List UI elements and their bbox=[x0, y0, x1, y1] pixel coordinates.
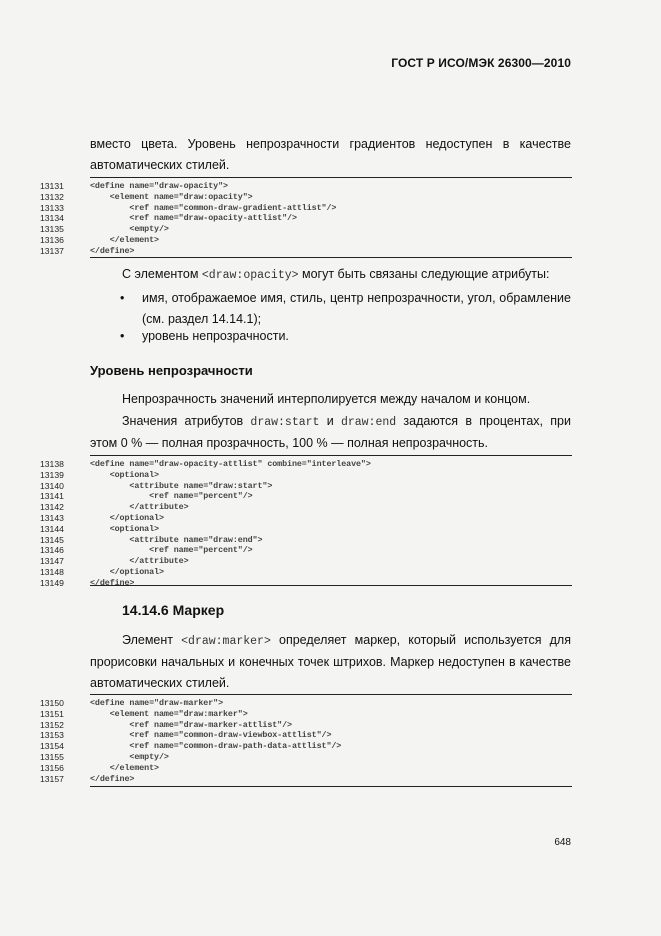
line-number: 13142 bbox=[40, 502, 64, 513]
element-name-marker: <draw:marker> bbox=[181, 635, 271, 648]
line-number: 13143 bbox=[40, 513, 64, 523]
code-line bbox=[40, 181, 228, 192]
code-text: <ref name="common-draw-path-data-attlist"/> bbox=[90, 741, 342, 752]
line-number: 13156 bbox=[40, 762, 64, 773]
line-number: 13132 bbox=[40, 191, 64, 202]
paragraph-1 bbox=[90, 134, 571, 176]
line-number: 13145 bbox=[40, 534, 64, 545]
paragraph-2 bbox=[90, 264, 571, 286]
code-line bbox=[40, 480, 273, 492]
code-text: </attribute> bbox=[90, 556, 189, 567]
code-line bbox=[40, 762, 159, 774]
paragraph-3: Непрозрачность значений интерполируется между началом и концом. bbox=[122, 392, 531, 406]
line-number: 13150 bbox=[40, 698, 64, 708]
paragraph-5-line-1 bbox=[90, 630, 571, 652]
code-block-3 bbox=[40, 694, 572, 788]
code-block-rule-top bbox=[90, 694, 572, 695]
line-number: 13154 bbox=[40, 741, 64, 752]
code-text: <ref name="common-draw-viewbox-attlist"/> bbox=[90, 730, 332, 741]
code-line bbox=[40, 502, 189, 513]
code-text: </define> bbox=[90, 773, 135, 784]
code-line bbox=[40, 469, 159, 481]
code-line bbox=[40, 235, 159, 246]
code-text: <define name="draw-marker"> bbox=[90, 698, 223, 708]
code-line bbox=[40, 545, 253, 556]
code-text: <optional> bbox=[90, 523, 159, 534]
line-number: 13134 bbox=[40, 213, 64, 224]
paragraph-4 bbox=[90, 411, 571, 454]
section-heading-marker: 14.14.6 Маркер bbox=[122, 602, 225, 618]
bullet-marker: • bbox=[120, 291, 125, 305]
code-line bbox=[40, 567, 164, 578]
code-line bbox=[40, 459, 371, 470]
bullet-marker: • bbox=[120, 329, 125, 343]
code-line bbox=[40, 741, 342, 752]
code-text: <attribute name="draw:start"> bbox=[90, 480, 273, 491]
line-number: 13144 bbox=[40, 523, 64, 534]
code-text: </define> bbox=[90, 245, 135, 256]
bullet-1-line-1: имя, отображаемое имя, стиль, центр непрозрачности, угол, обрамление bbox=[142, 291, 571, 305]
code-text: </element> bbox=[90, 235, 159, 245]
code-line bbox=[40, 213, 297, 224]
code-line bbox=[40, 523, 159, 535]
code-line bbox=[40, 245, 135, 257]
paragraph-4-post: задаются в процентах, при bbox=[396, 414, 571, 428]
element-name-opacity: <draw:opacity> bbox=[201, 269, 299, 282]
code-block-rule-bottom bbox=[90, 585, 572, 586]
paragraph-4-line-2: этом 0 % — полная прозрачность, 100 % — полная непрозрачность. bbox=[90, 436, 489, 450]
line-number: 13137 bbox=[40, 245, 64, 256]
code-text: </element> bbox=[90, 762, 159, 773]
line-number: 13153 bbox=[40, 730, 64, 741]
paragraph-2-text-pre: С элементом bbox=[122, 267, 202, 281]
line-number: 13146 bbox=[40, 545, 64, 556]
subheading-opacity-level: Уровень непрозрачности bbox=[90, 363, 253, 378]
paragraph-5-line-2: прорисовки начальных и конечных точек штрихов. Маркер недоступен в качестве bbox=[90, 655, 571, 669]
code-line bbox=[40, 224, 169, 235]
line-number: 13152 bbox=[40, 719, 64, 730]
line-number: 13139 bbox=[40, 469, 64, 480]
code-line bbox=[40, 202, 337, 214]
code-block-2 bbox=[40, 455, 572, 587]
line-number: 13149 bbox=[40, 577, 64, 588]
code-line bbox=[40, 752, 169, 763]
code-line bbox=[40, 491, 253, 502]
code-text: <empty/> bbox=[90, 752, 169, 762]
code-line bbox=[40, 773, 135, 785]
bullet-1-line-2: (см. раздел 14.14.1); bbox=[142, 312, 262, 326]
code-block-rule-top bbox=[90, 177, 572, 178]
paragraph-1-line-2: автоматических стилей. bbox=[90, 158, 230, 172]
line-number: 13135 bbox=[40, 224, 64, 235]
code-line bbox=[40, 719, 292, 731]
code-text: </attribute> bbox=[90, 502, 189, 513]
line-number: 13136 bbox=[40, 235, 64, 245]
code-block-rule-bottom bbox=[90, 786, 572, 787]
paragraph-4-line-1 bbox=[90, 411, 571, 433]
line-number: 13131 bbox=[40, 181, 64, 191]
paragraph-5-line-3: автоматических стилей. bbox=[90, 676, 230, 690]
bullet-text bbox=[142, 326, 571, 347]
code-block-rule-bottom bbox=[90, 257, 572, 258]
attr-draw-start: draw:start bbox=[250, 416, 320, 429]
code-text: <define name="draw-opacity-attlist" combine="interleave"> bbox=[90, 459, 371, 469]
code-line bbox=[40, 698, 223, 709]
code-text: <attribute name="draw:end"> bbox=[90, 534, 263, 545]
code-text: <ref name="percent"/> bbox=[90, 491, 253, 502]
code-line bbox=[40, 513, 164, 524]
line-number: 13138 bbox=[40, 459, 64, 469]
paragraph-4-pre: Значения атрибутов bbox=[122, 414, 251, 428]
code-text: <ref name="common-draw-gradient-attlist"/> bbox=[90, 202, 337, 213]
page-header: ГОСТ Р ИСО/МЭК 26300—2010 bbox=[391, 56, 571, 70]
code-line bbox=[40, 534, 263, 546]
line-number: 13157 bbox=[40, 773, 64, 784]
code-text: <element name="draw:marker"> bbox=[90, 708, 248, 719]
paragraph-4-mid: и bbox=[319, 414, 341, 428]
code-text: <ref name="percent"/> bbox=[90, 545, 253, 556]
line-number: 13147 bbox=[40, 556, 64, 567]
line-number: 13141 bbox=[40, 491, 64, 502]
paragraph-1-line-1: вместо цвета. Уровень непрозрачности градиентов недоступен в качестве bbox=[90, 137, 571, 151]
bullet-text bbox=[142, 288, 571, 330]
code-text: <element name="draw:opacity"> bbox=[90, 191, 253, 202]
code-block-1 bbox=[40, 177, 572, 259]
bullet-2-line-1: уровень непрозрачности. bbox=[142, 329, 289, 343]
code-text: </define> bbox=[90, 577, 135, 588]
paragraph-2-text-post: могут быть связаны следующие атрибуты: bbox=[298, 267, 550, 281]
code-line bbox=[40, 730, 332, 741]
paragraph-5-post: определяет маркер, который используется для bbox=[270, 633, 571, 647]
line-number: 13140 bbox=[40, 480, 64, 491]
bullet-item-1 bbox=[120, 288, 571, 330]
code-line bbox=[40, 191, 253, 203]
line-number: 13151 bbox=[40, 708, 64, 719]
code-line bbox=[40, 556, 189, 567]
code-line bbox=[40, 577, 135, 589]
attr-draw-end: draw:end bbox=[340, 416, 397, 429]
code-block-rule-top bbox=[90, 455, 572, 456]
page-number: 648 bbox=[554, 837, 571, 848]
line-number: 13133 bbox=[40, 202, 64, 213]
code-text: </optional> bbox=[90, 567, 164, 577]
line-number: 13155 bbox=[40, 752, 64, 762]
paragraph-5-pre: Элемент bbox=[122, 633, 182, 647]
code-text: <define name="draw-opacity"> bbox=[90, 181, 228, 191]
paragraph-5 bbox=[90, 630, 571, 694]
code-text: <ref name="draw-opacity-attlist"/> bbox=[90, 213, 297, 224]
bullet-item-2 bbox=[120, 326, 571, 347]
code-line bbox=[40, 708, 248, 720]
code-text: <empty/> bbox=[90, 224, 169, 235]
code-text: <ref name="draw-marker-attlist"/> bbox=[90, 719, 292, 730]
code-text: </optional> bbox=[90, 513, 164, 523]
line-number: 13148 bbox=[40, 567, 64, 577]
code-text: <optional> bbox=[90, 469, 159, 480]
